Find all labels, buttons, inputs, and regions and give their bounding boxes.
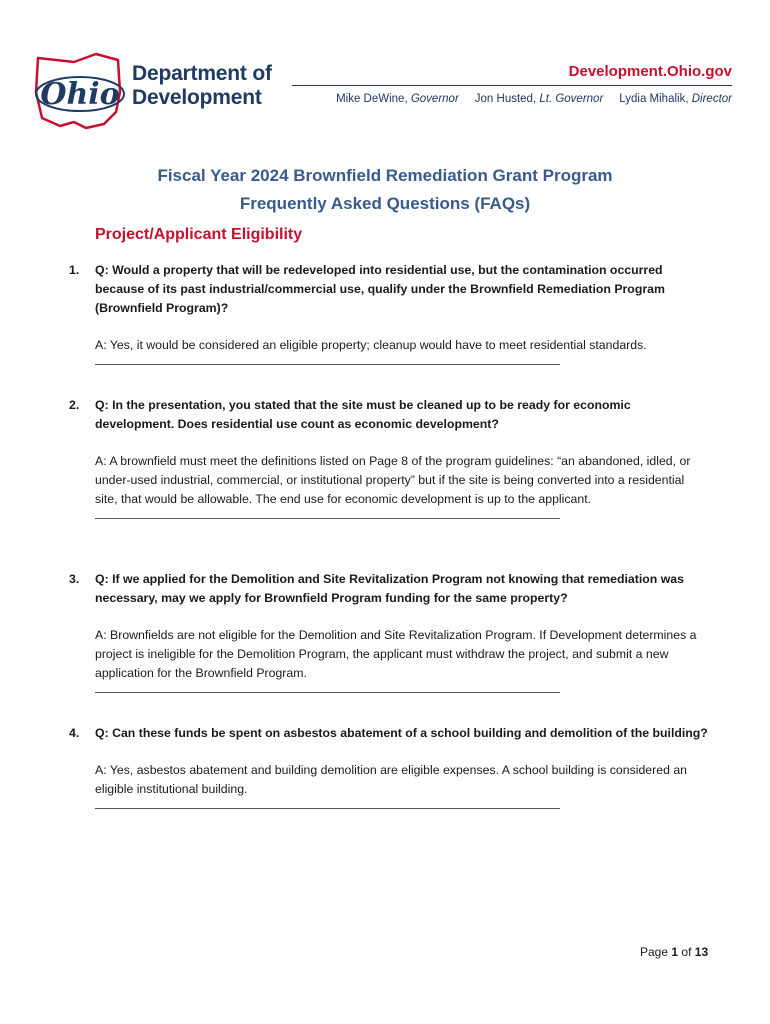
document-title (0, 162, 770, 218)
title-line-2: Frequently Asked Questions (FAQs) (239, 194, 531, 213)
faq-answer: A: A brownfield must meet the definitions listed on Page 8 of the program guidelines: “an abandoned, idled, or under-used industrial, commercial, or institutional property” but if the site is being converted into a residential site, that would be allowable. The end use for economic development is up to the applicant. (95, 454, 691, 506)
website-link[interactable]: Development.Ohio.gov (292, 62, 732, 86)
faq-number: 4. (69, 726, 80, 740)
page-header (0, 0, 770, 140)
department-line-2: Development (132, 86, 262, 109)
header-right (292, 62, 732, 106)
faq-question: Q: Can these funds be spent on asbestos abatement of a school building and demolition of the building? (95, 726, 708, 740)
faq-item-2 (69, 396, 710, 519)
official-governor: Mike DeWine, Governor (336, 93, 459, 105)
faq-divider (95, 802, 560, 809)
faq-question: Q: If we applied for the Demolition and Site Revitalization Program not knowing that remediation was necessary, may we apply for Brownfield Program funding for the same property? (95, 572, 684, 605)
faq-item-4 (69, 724, 710, 809)
faq-question: Q: In the presentation, you stated that the site must be cleaned up to be ready for economic development. Does residential use count as economic development? (95, 398, 631, 431)
faq-number: 3. (69, 572, 80, 586)
faq-answer: A: Brownfields are not eligible for the Demolition and Site Revitalization Program. If Development determines a project is ineligible for the Demolition Program, the applicant must withdraw the project, and submit a new application for the Brownfield Program. (95, 628, 697, 680)
official-lt-governor: Jon Husted, Lt. Governor (474, 93, 604, 105)
department-line-1: Department of (132, 62, 272, 85)
page-number: Page 1 of 13 (640, 945, 709, 959)
faq-answer: A: Yes, asbestos abatement and building demolition are eligible expenses. A school building is considered an eligible institutional building. (95, 763, 688, 796)
faq-item-1 (69, 261, 710, 365)
faq-number: 1. (69, 263, 80, 277)
department-name (132, 62, 272, 110)
faq-divider (95, 512, 560, 519)
section-title: Project/Applicant Eligibility (95, 226, 303, 243)
title-line-1: Fiscal Year 2024 Brownfield Remediation Grant Program (157, 166, 613, 185)
ohio-logo (34, 52, 126, 130)
official-director: Lydia Mihalik, Director (619, 93, 732, 105)
faq-answer: A: Yes, it would be considered an eligible property; cleanup would have to meet residential standards. (95, 338, 647, 352)
faq-item-3 (69, 570, 710, 693)
faq-number: 2. (69, 398, 80, 412)
faq-divider (95, 686, 560, 693)
svg-text:Ohio: Ohio (40, 77, 120, 112)
faq-divider (95, 358, 560, 365)
officials-list (292, 92, 732, 106)
faq-question: Q: Would a property that will be redeveloped into residential use, but the contamination occurred because of its past industrial/commercial use, qualify under the Brownfield Remediation Program (Brownfield Program)? (95, 263, 665, 315)
